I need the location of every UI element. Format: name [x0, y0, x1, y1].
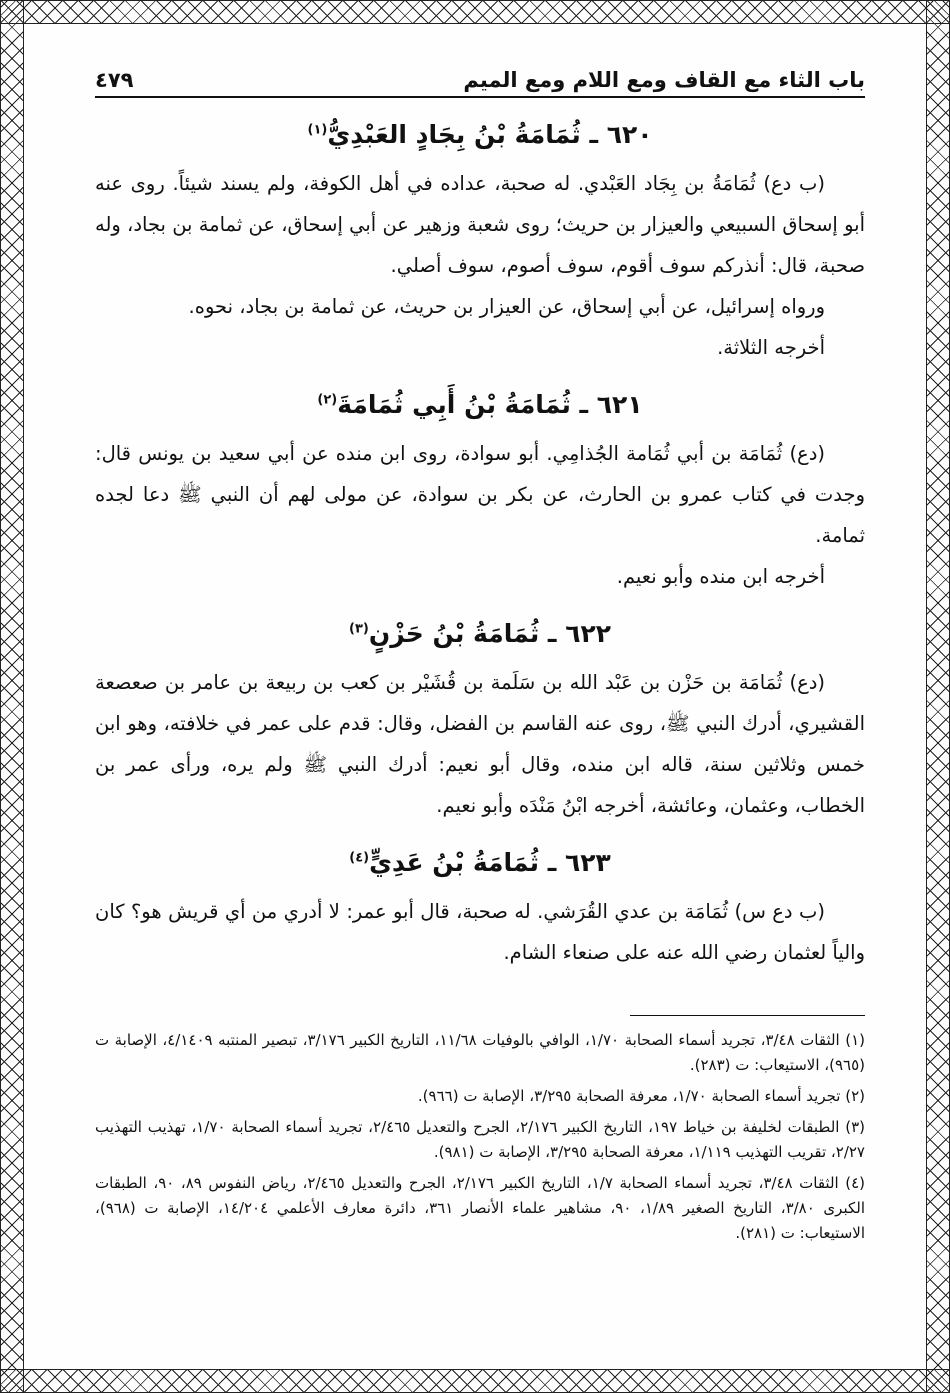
footnote: (١) الثقات ٣/٤٨، تجريد أسماء الصحابة ١/٧٠، الوافي بالوفيات ١١/٦٨، التاريخ الكبير ٣/١٧٦، تبصير المنتبه ٤/١٤٠٩، الإصابة ت (٩٦٥)، الاستيعاب: ت (٢٨٣). — [95, 1031, 865, 1074]
entry-paragraph: ورواه إسرائيل، عن أبي إسحاق، عن العيزار بن حريث، عن ثمامة بن بجاد، نحوه. — [188, 295, 825, 318]
entry-paragraph: (ب دع س) ثُمَامَة بن عدي القُرَشي. له صحبة، قال أبو عمر: لا أدري من أي قريش هو؟ كان والياً لعثمان رضي الله عنه على صنعاء الشام. — [95, 900, 865, 964]
entry-paragraph: (ب دع) ثُمَامَةُ بن بِجَاد العَبْدي. له صحبة، عداده في أهل الكوفة، ولم يسند شيئاً. روى عنه أبو إسحاق السبيعي والعيزار بن حريث؛ روى شعبة وزهير عن أبي إسحاق، عن ثمامة بن بجاد، وله صحبة، قال: أنذركم سوف أقوم، سوف أصوم، سوف أصلي. — [95, 172, 865, 277]
entry-title — [95, 120, 865, 149]
page-number: ٤٧٩ — [95, 68, 134, 92]
footnote-ref: (٣) — [349, 621, 369, 637]
running-head: باب الثاء مع القاف ومع اللام ومع الميم — [463, 68, 865, 92]
entry-paragraph: أخرجه الثلاثة. — [717, 336, 825, 359]
ornamental-border-top — [0, 0, 950, 24]
book-page — [95, 62, 865, 1252]
ornamental-border-bottom — [0, 1369, 950, 1393]
entry-title-text: ٦٢٠ ـ ثُمَامَةُ بْنُ بِجَادٍ العَبْدِيُّ — [327, 120, 653, 149]
footnote-ref: (٢) — [317, 392, 338, 408]
entry-paragraph: أخرجه ابن منده وأبو نعيم. — [616, 565, 825, 588]
footnote-ref: (٤) — [349, 850, 370, 866]
footnote: (٣) الطبقات لخليفة بن خياط ١٩٧، التاريخ الكبير ٢/١٧٦، الجرح والتعديل ٢/٤٦٥، تجريد أسماء الصحابة ١/٧٠، تهذيب التهذيب ٢/٢٧، تقريب التهذيب ١/١١٩، معرفة الصحابة ٣/٢٩٥، الإصابة ت (٩٨١). — [95, 1118, 866, 1161]
entry-title-text: ٦٢٣ ـ ثُمَامَةُ بْنُ عَدِيٍّ — [369, 848, 611, 877]
entry-paragraph: (دع) ثُمَامَة بن حَزْن بن عَبْد الله بن سَلَمة بن قُشَيْر بن كعب بن ربيعة بن عامر بن صعصعة القشيري، أدرك النبي ﷺ، روى عنه القاسم بن الفضل، وقال: قدم على عمر في خلافته، وهو ابن خمس وثلاثين سنة، قاله ابن منده، وقال أبو نعيم: أدرك النبي ﷺ ولم يره، ورأى عمر بن الخطاب، وعثمان، وعائشة، أخرجه ابْنُ مَنْدَه وأبو نعيم. — [95, 671, 865, 817]
footnote: (٢) تجريد أسماء الصحابة ١/٧٠، معرفة الصحابة ٣/٢٩٥، الإصابة ت (٩٦٦). — [417, 1087, 865, 1105]
footnote-separator — [630, 1015, 865, 1016]
entry-title — [95, 848, 865, 877]
ornamental-border-right — [926, 0, 950, 1393]
entry-title-text: ٦٢٢ ـ ثُمَامَةُ بْنُ حَزْنٍ — [368, 619, 611, 648]
footnote-ref: (١) — [307, 122, 328, 138]
entry-title-text: ٦٢١ ـ ثُمَامَةُ بْنُ أَبِي ثُمَامَةَ — [337, 390, 643, 419]
entry-title — [95, 619, 865, 648]
footnote: (٤) الثقات ٣/٤٨، تجريد أسماء الصحابة ١/٧، التاريخ الكبير ٢/١٧٦، الجرح والتعديل ٢/٤٦٥، رياض النفوس ٨٩، ٩٠، الطبقات الكبرى ٣/٨٠، التاريخ الصغير ١/٨٩، ٩٠، مشاهير علماء الأنصار ٣٦١، دائرة معارف الأعلمي ١٤/٢٠٤، الإصابة ت (٩٦٨)، الاستيعاب: ت (٢٨١). — [95, 1174, 865, 1242]
entry-title — [95, 390, 865, 419]
page-header — [95, 62, 865, 98]
ornamental-border-left — [0, 0, 24, 1393]
entry-paragraph: (دع) ثُمَامَة بن أبي ثُمَامة الجُذامِي. أبو سوادة، روى ابن منده عن أبي سعيد بن يونس قال: وجدت في كتاب عمرو بن الحارث، عن بكر بن سوادة، عن مولى لهم أن النبي ﷺ دعا لجده ثمامة. — [95, 442, 865, 547]
